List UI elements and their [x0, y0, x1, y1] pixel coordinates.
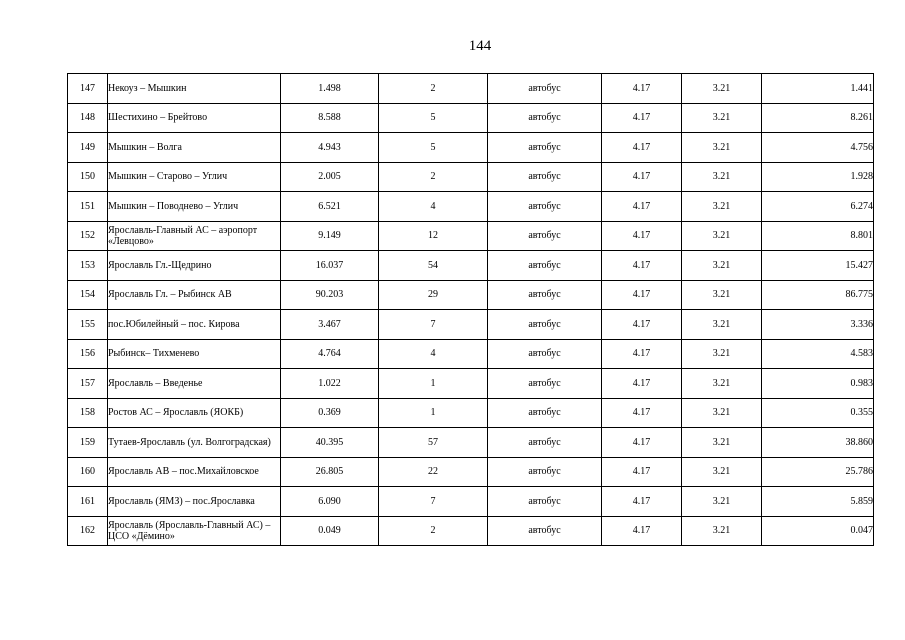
- coefficient-b-cell: 3.21: [682, 487, 762, 517]
- trips-count-cell: 4: [379, 339, 488, 369]
- coefficient-a-cell: 4.17: [602, 398, 682, 428]
- route-name-cell: Ярославль (Ярославль-Главный АС) – ЦСО «Дёмино»: [108, 516, 281, 546]
- table-row: [68, 339, 874, 369]
- transport-type-cell: автобус: [488, 192, 602, 222]
- transport-type-cell: автобус: [488, 310, 602, 340]
- route-number-cell: 158: [68, 398, 108, 428]
- table-row: [68, 133, 874, 163]
- coefficient-b-cell: 3.21: [682, 74, 762, 104]
- route-length-cell: 90.203: [281, 280, 379, 310]
- route-number-cell: 159: [68, 428, 108, 458]
- result-value-cell: 1.441: [762, 74, 874, 104]
- result-value-cell: 86.775: [762, 280, 874, 310]
- route-length-cell: 0.049: [281, 516, 379, 546]
- route-length-cell: 9.149: [281, 221, 379, 251]
- transport-type-cell: автобус: [488, 339, 602, 369]
- route-name-cell: Мышкин – Волга: [108, 133, 281, 163]
- route-name-cell: Ярославль АВ – пос.Михайловское: [108, 457, 281, 487]
- route-number-cell: 162: [68, 516, 108, 546]
- coefficient-a-cell: 4.17: [602, 74, 682, 104]
- result-value-cell: 3.336: [762, 310, 874, 340]
- route-number-cell: 152: [68, 221, 108, 251]
- transport-type-cell: автобус: [488, 251, 602, 281]
- table-row: [68, 251, 874, 281]
- coefficient-a-cell: 4.17: [602, 280, 682, 310]
- coefficient-a-cell: 4.17: [602, 369, 682, 399]
- trips-count-cell: 2: [379, 162, 488, 192]
- route-number-cell: 149: [68, 133, 108, 163]
- trips-count-cell: 12: [379, 221, 488, 251]
- result-value-cell: 0.983: [762, 369, 874, 399]
- trips-count-cell: 5: [379, 133, 488, 163]
- table-row: [68, 221, 874, 251]
- trips-count-cell: 29: [379, 280, 488, 310]
- table-row: [68, 457, 874, 487]
- trips-count-cell: 2: [379, 516, 488, 546]
- route-name-cell: Ярославль – Введенье: [108, 369, 281, 399]
- route-name-cell: Рыбинск– Тихменево: [108, 339, 281, 369]
- coefficient-a-cell: 4.17: [602, 162, 682, 192]
- coefficient-a-cell: 4.17: [602, 103, 682, 133]
- route-length-cell: 16.037: [281, 251, 379, 281]
- table-row: [68, 398, 874, 428]
- transport-type-cell: автобус: [488, 398, 602, 428]
- result-value-cell: 6.274: [762, 192, 874, 222]
- table-row: [68, 192, 874, 222]
- route-number-cell: 150: [68, 162, 108, 192]
- route-name-cell: Шестихино – Брейтово: [108, 103, 281, 133]
- route-number-cell: 156: [68, 339, 108, 369]
- trips-count-cell: 57: [379, 428, 488, 458]
- coefficient-a-cell: 4.17: [602, 339, 682, 369]
- transport-type-cell: автобус: [488, 487, 602, 517]
- coefficient-a-cell: 4.17: [602, 516, 682, 546]
- result-value-cell: 1.928: [762, 162, 874, 192]
- route-length-cell: 6.521: [281, 192, 379, 222]
- trips-count-cell: 7: [379, 310, 488, 340]
- route-number-cell: 153: [68, 251, 108, 281]
- result-value-cell: 25.786: [762, 457, 874, 487]
- coefficient-b-cell: 3.21: [682, 133, 762, 163]
- page-number: 144: [468, 38, 492, 54]
- transport-type-cell: автобус: [488, 162, 602, 192]
- transport-type-cell: автобус: [488, 516, 602, 546]
- coefficient-a-cell: 4.17: [602, 428, 682, 458]
- table-row: [68, 516, 874, 546]
- coefficient-b-cell: 3.21: [682, 339, 762, 369]
- route-length-cell: 8.588: [281, 103, 379, 133]
- coefficient-b-cell: 3.21: [682, 103, 762, 133]
- route-length-cell: 3.467: [281, 310, 379, 340]
- coefficient-b-cell: 3.21: [682, 162, 762, 192]
- coefficient-b-cell: 3.21: [682, 516, 762, 546]
- coefficient-a-cell: 4.17: [602, 192, 682, 222]
- table-row: [68, 310, 874, 340]
- route-number-cell: 155: [68, 310, 108, 340]
- route-length-cell: 6.090: [281, 487, 379, 517]
- route-name-cell: Ростов АС – Ярославль (ЯОКБ): [108, 398, 281, 428]
- table-row: [68, 74, 874, 104]
- result-value-cell: 8.801: [762, 221, 874, 251]
- coefficient-b-cell: 3.21: [682, 251, 762, 281]
- route-number-cell: 151: [68, 192, 108, 222]
- route-name-cell: Ярославль (ЯМЗ) – пос.Ярославка: [108, 487, 281, 517]
- routes-table-body: [68, 74, 874, 546]
- coefficient-b-cell: 3.21: [682, 369, 762, 399]
- transport-type-cell: автобус: [488, 369, 602, 399]
- trips-count-cell: 4: [379, 192, 488, 222]
- result-value-cell: 0.047: [762, 516, 874, 546]
- transport-type-cell: автобус: [488, 221, 602, 251]
- coefficient-b-cell: 3.21: [682, 192, 762, 222]
- coefficient-b-cell: 3.21: [682, 398, 762, 428]
- trips-count-cell: 1: [379, 369, 488, 399]
- transport-type-cell: автобус: [488, 133, 602, 163]
- trips-count-cell: 22: [379, 457, 488, 487]
- coefficient-b-cell: 3.21: [682, 310, 762, 340]
- table-row: [68, 487, 874, 517]
- table-row: [68, 428, 874, 458]
- coefficient-a-cell: 4.17: [602, 133, 682, 163]
- transport-type-cell: автобус: [488, 457, 602, 487]
- route-number-cell: 154: [68, 280, 108, 310]
- route-name-cell: Мышкин – Старово – Углич: [108, 162, 281, 192]
- route-name-cell: Ярославль Гл.-Щедрино: [108, 251, 281, 281]
- table-row: [68, 280, 874, 310]
- trips-count-cell: 1: [379, 398, 488, 428]
- route-length-cell: 4.943: [281, 133, 379, 163]
- result-value-cell: 0.355: [762, 398, 874, 428]
- transport-type-cell: автобус: [488, 280, 602, 310]
- coefficient-b-cell: 3.21: [682, 428, 762, 458]
- route-number-cell: 157: [68, 369, 108, 399]
- route-name-cell: Мышкин – Поводнево – Углич: [108, 192, 281, 222]
- route-length-cell: 4.764: [281, 339, 379, 369]
- table-row: [68, 369, 874, 399]
- route-length-cell: 1.498: [281, 74, 379, 104]
- coefficient-a-cell: 4.17: [602, 310, 682, 340]
- route-length-cell: 0.369: [281, 398, 379, 428]
- transport-type-cell: автобус: [488, 74, 602, 104]
- coefficient-b-cell: 3.21: [682, 221, 762, 251]
- coefficient-a-cell: 4.17: [602, 457, 682, 487]
- coefficient-a-cell: 4.17: [602, 487, 682, 517]
- coefficient-b-cell: 3.21: [682, 280, 762, 310]
- route-number-cell: 147: [68, 74, 108, 104]
- route-name-cell: Ярославль-Главный АС – аэропорт «Левцово»: [108, 221, 281, 251]
- result-value-cell: 4.756: [762, 133, 874, 163]
- trips-count-cell: 2: [379, 74, 488, 104]
- trips-count-cell: 5: [379, 103, 488, 133]
- route-name-cell: Некоуз – Мышкин: [108, 74, 281, 104]
- trips-count-cell: 7: [379, 487, 488, 517]
- coefficient-a-cell: 4.17: [602, 251, 682, 281]
- transport-type-cell: автобус: [488, 103, 602, 133]
- route-length-cell: 40.395: [281, 428, 379, 458]
- routes-table: [67, 73, 874, 546]
- result-value-cell: 15.427: [762, 251, 874, 281]
- table-row: [68, 162, 874, 192]
- route-number-cell: 148: [68, 103, 108, 133]
- result-value-cell: 5.859: [762, 487, 874, 517]
- result-value-cell: 8.261: [762, 103, 874, 133]
- coefficient-a-cell: 4.17: [602, 221, 682, 251]
- route-length-cell: 2.005: [281, 162, 379, 192]
- route-name-cell: Ярославль Гл. – Рыбинск АВ: [108, 280, 281, 310]
- route-length-cell: 1.022: [281, 369, 379, 399]
- route-name-cell: Тутаев-Ярославль (ул. Волгоградская): [108, 428, 281, 458]
- table-row: [68, 103, 874, 133]
- route-name-cell: пос.Юбилейный – пос. Кирова: [108, 310, 281, 340]
- route-number-cell: 160: [68, 457, 108, 487]
- result-value-cell: 4.583: [762, 339, 874, 369]
- result-value-cell: 38.860: [762, 428, 874, 458]
- trips-count-cell: 54: [379, 251, 488, 281]
- route-number-cell: 161: [68, 487, 108, 517]
- coefficient-b-cell: 3.21: [682, 457, 762, 487]
- transport-type-cell: автобус: [488, 428, 602, 458]
- route-length-cell: 26.805: [281, 457, 379, 487]
